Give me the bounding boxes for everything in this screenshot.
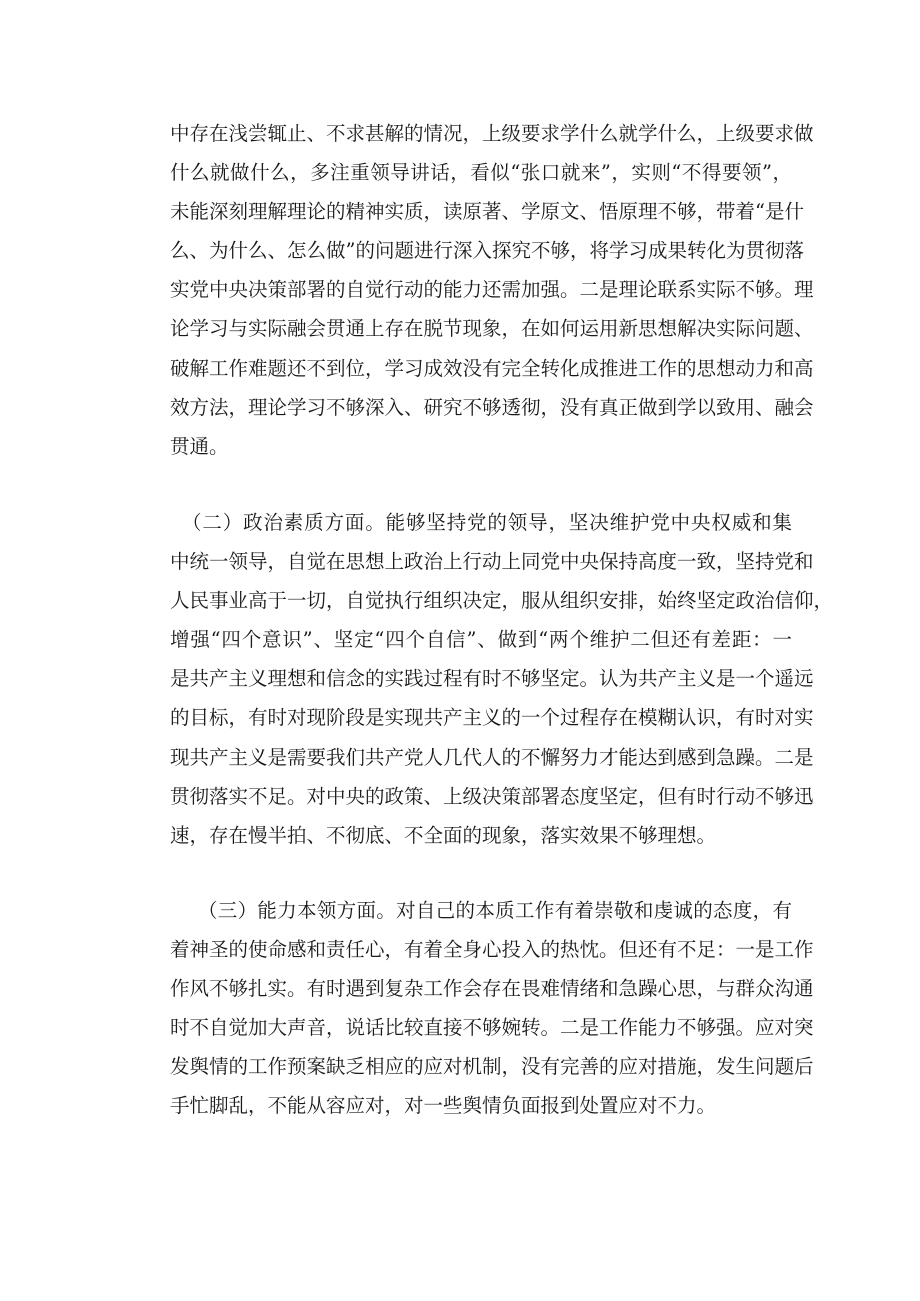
paragraph-line: 中统一领导，自觉在思想上政治上行动上同党中央保持高度一致，坚持党和 [170, 550, 814, 574]
paragraph-line: 效方法，理论学习不够深入、研究不够透彻，没有真正做到学以致用、融会 [170, 395, 814, 419]
paragraph-line: 人民事业高于一切，自觉执行组织决定，服从组织安排，始终坚定政治信仰， [170, 589, 834, 613]
paragraph-political-quality [170, 503, 834, 855]
paragraph-line: 速，存在慢半拍、不彻底、不全面的现象，落实效果不够理想。 [170, 823, 717, 847]
paragraph-heading-line: （二）政治素质方面。能够坚持党的领导，坚决维护党中央权威和集 [182, 511, 792, 534]
paragraph-line: 的目标，有时对现阶段是实现共产主义的一个过程存在模糊认识，有时对实 [170, 706, 814, 730]
paragraph-theory-study [170, 114, 814, 466]
paragraph-line: 发舆情的工作预案缺乏相应的应对机制，没有完善的应对措施，发生问题后 [170, 1055, 814, 1079]
paragraph-line: 增强“四个意识”、坚定“四个自信”、做到“两个维护二但还有差距：一 [170, 628, 792, 652]
paragraph-line: 作风不够扎实。有时遇到复杂工作会存在畏难情绪和急躁心思，与群众沟通 [170, 977, 814, 1001]
paragraph-line: 论学习与实际融会贯通上存在脱节现象，在如何运用新思想解决实际问题、 [170, 317, 814, 341]
paragraph-line: 着神圣的使命感和责任心，有着全身心投入的热忱。但还有不足：一是工作 [170, 938, 814, 962]
paragraph-heading-line: （三）能力本领方面。对自己的本质工作有着崇敬和虔诚的态度，有 [198, 899, 792, 922]
paragraph-line: 未能深刻理解理论的精神实质，读原著、学原文、悟原理不够，带着“是什 [170, 200, 804, 224]
paragraph-ability [170, 891, 814, 1126]
paragraph-line: 破解工作难题还不到位，学习成效没有完全转化成推进工作的思想动力和高 [170, 356, 814, 380]
paragraph-line: 现共产主义是需要我们共产党人几代人的不懈努力才能达到感到急躁。二是 [170, 745, 814, 769]
paragraph-line: 手忙脚乱，不能从容应对，对一些舆情负面报到处置应对不力。 [170, 1094, 717, 1118]
paragraph-line: 时不自觉加大声音，说话比较直接不够婉转。二是工作能力不够强。应对突 [170, 1016, 814, 1040]
paragraph-line: 贯彻落实不足。对中央的政策、上级决策部署态度坚定，但有时行动不够迅 [170, 784, 814, 808]
paragraph-line: 什么就做什么，多注重领导讲话，看似“张口就来”，实则“不得要领”， [170, 161, 792, 185]
paragraph-line: 么、为什么、怎么做”的问题进行深入探究不够，将学习成果转化为贯彻落 [170, 239, 804, 263]
paragraph-line: 中存在浅尝辄止、不求甚解的情况，上级要求学什么就学什么，上级要求做 [170, 122, 814, 145]
paragraph-line: 贯通。 [170, 434, 229, 458]
paragraph-line: 实党中央决策部署的自觉行动的能力还需加强。二是理论联系实际不够。理 [170, 278, 814, 302]
paragraph-line: 是共产主义理想和信念的实践过程有时不够坚定。认为共产主义是一个遥远 [170, 667, 814, 691]
